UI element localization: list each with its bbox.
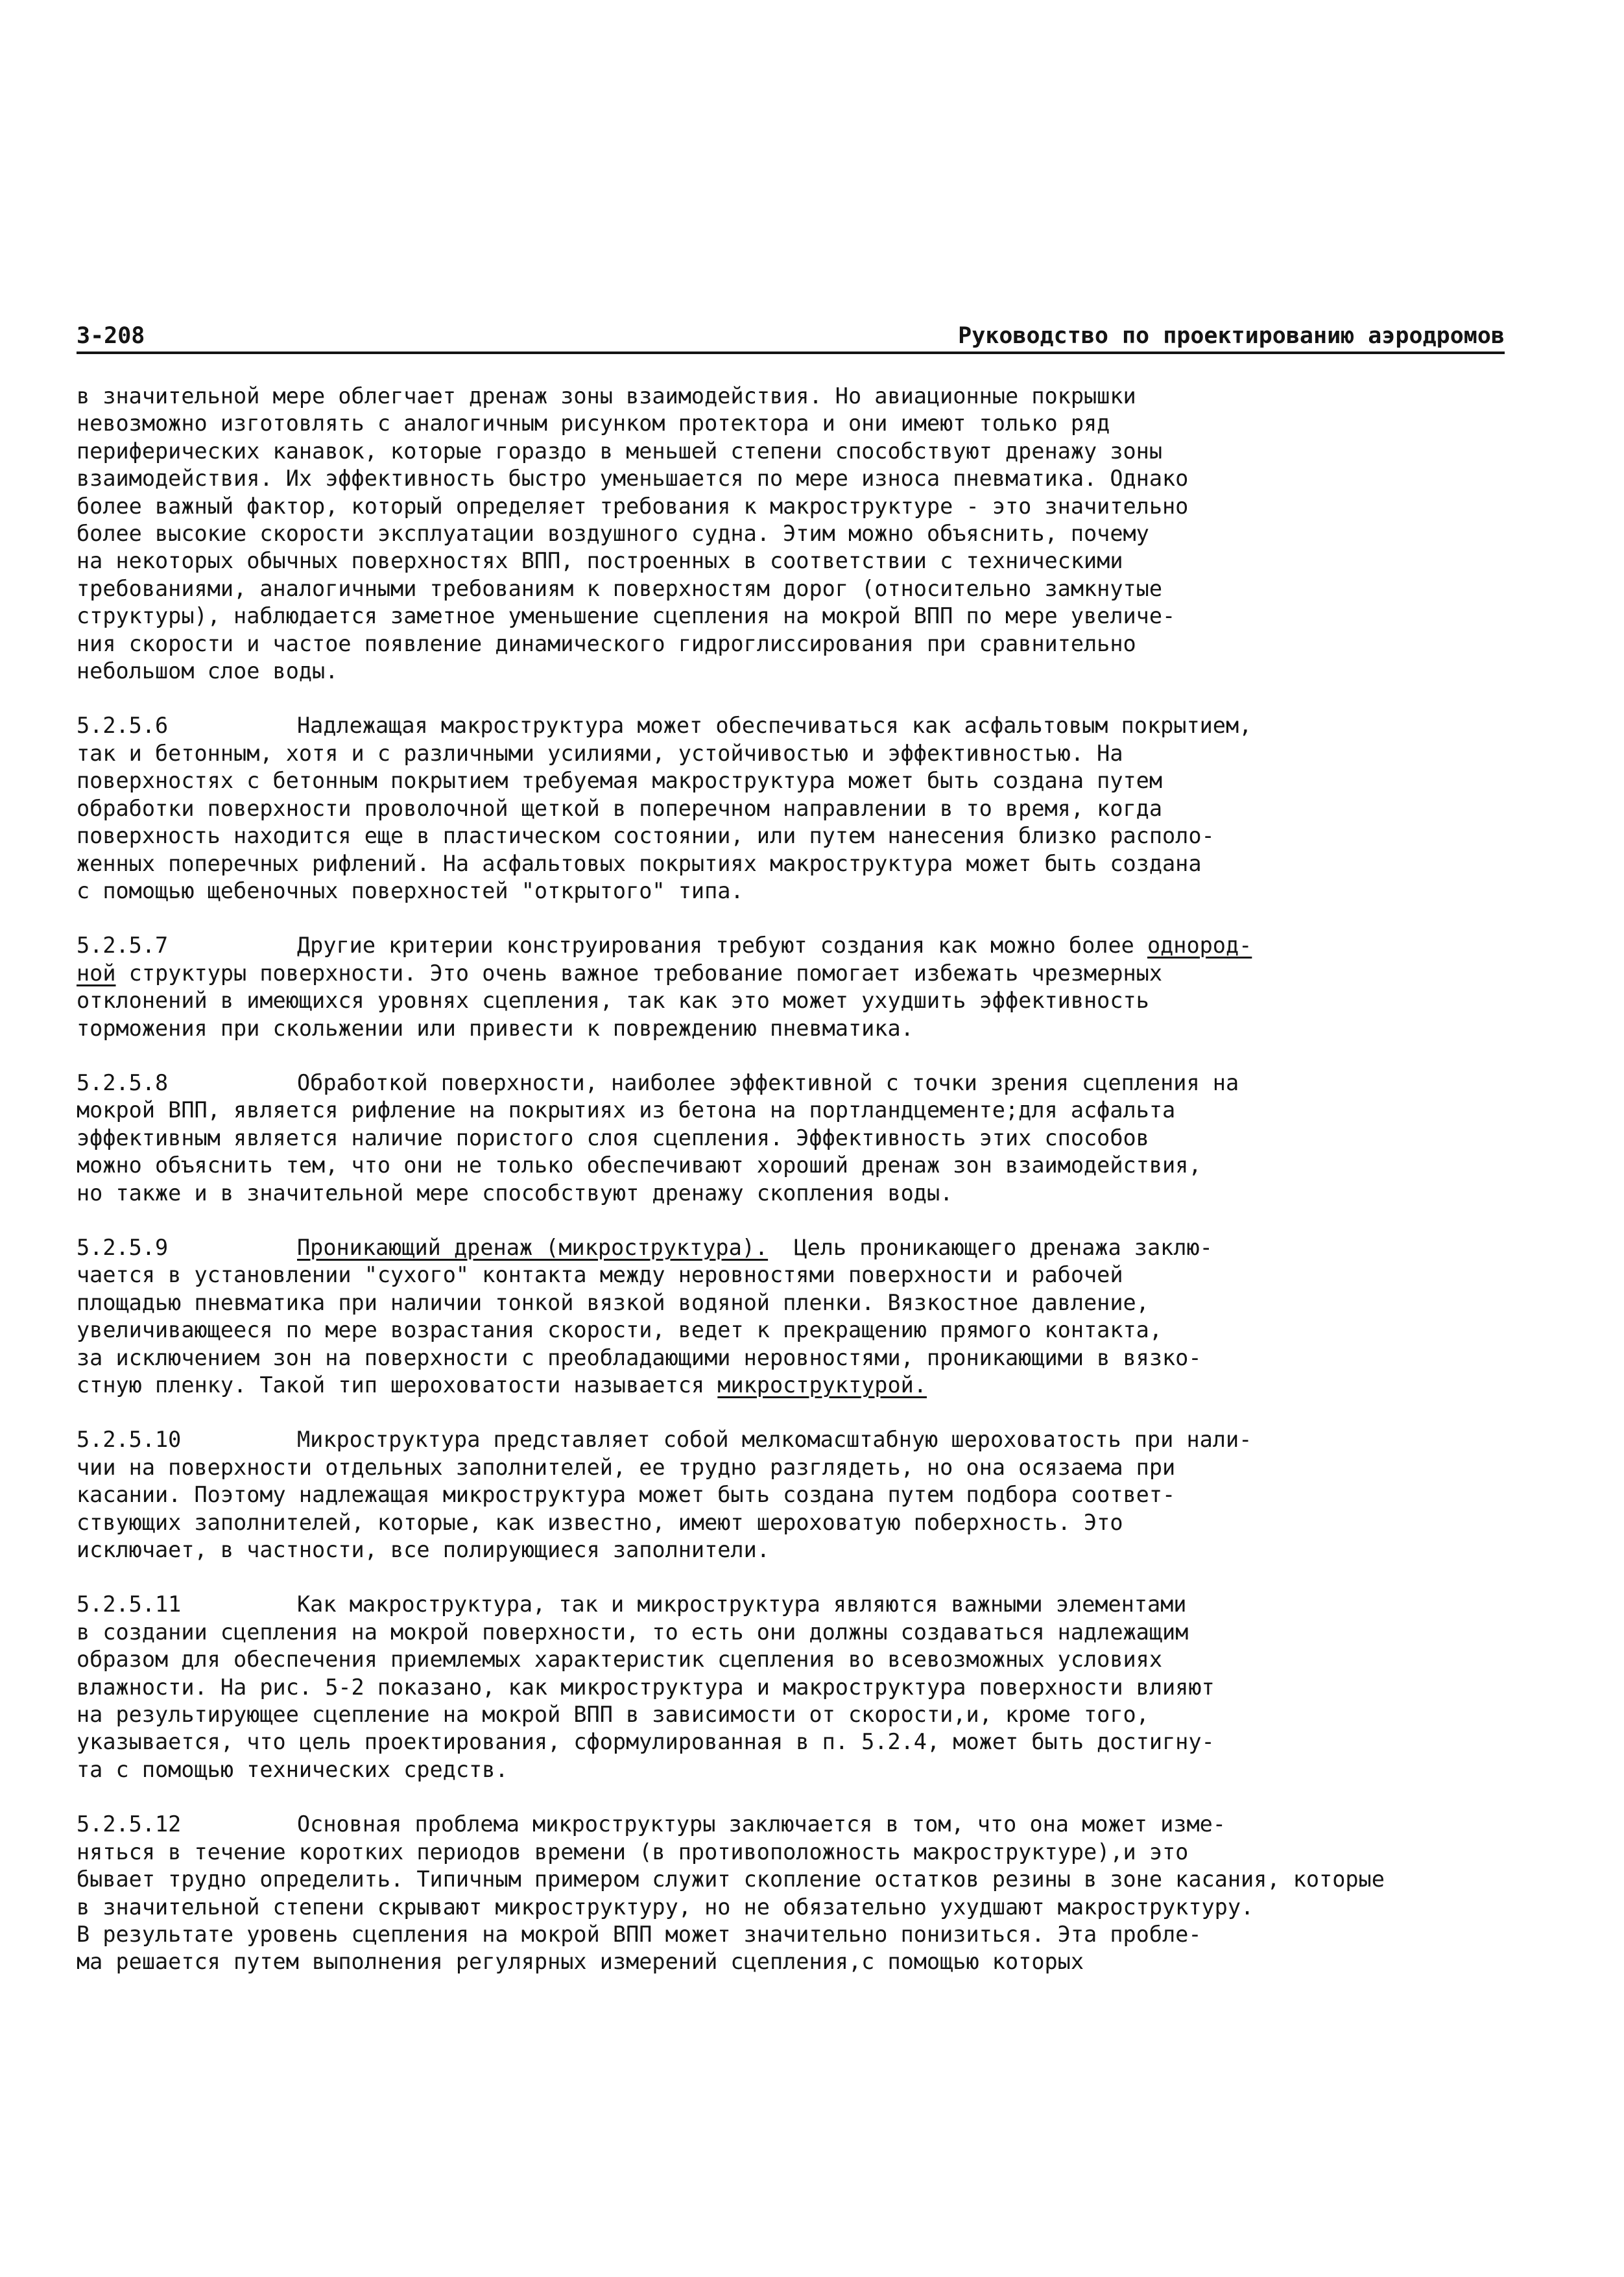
lead-paragraph: в значительной мере облегчает дренаж зоны взаимодействия. Но авиационные покрышки невозможно изготовлять с аналогичным рисунком протектора и они имеют только ряд периферических канавок, которые гораздо в меньшей степени способствуют дренажу зоны взаимодействия. Их эффективность быстро уменьшается по мере износа пневматика. Однако более важный фактор, который определяет требования к макроструктуре - это значительно более высокие скорости эксплуатации воздушного судна. Этим можно объяснить, почему на некоторых обычных поверхностях ВПП, построенных в соответствии с техническими требованиями, аналогичными требованиям к поверхностям дорог (относительно замкнутые структуры), наблюдается заметное уменьшение сцепления на мокрой ВПП по мере увеличе- ния скорости и частое появление динамического гидроглиссирования при сравнительно небольшом слое воды.: [77, 383, 1189, 684]
page-header: [77, 322, 1505, 354]
paragraph-5-2-5-7: [77, 932, 1536, 1042]
paragraph-5-2-5-9: [77, 1234, 1536, 1399]
emphasis-term-part-2: ной: [77, 960, 116, 986]
paragraph-text: няться в течение коротких периодов времени (в противоположность макроструктуре),и это бывает трудно определить. Типичным примером служит скопление остатков резины в зоне касания, которые в значительной степени скрывают микроструктуру, но не обязательно ухудшают макроструктуру. В результате уровень сцепления на мокрой ВПП может значительно понизиться. Эта пробле- ма решается путем выполнения регулярных измерений сцепления,с помощью которых: [77, 1839, 1385, 1975]
paragraph-text: мокрой ВПП, является рифление на покрытиях из бетона на портландцементе;для асфальта эффективным является наличие пористого слоя сцепления. Эффективность этих способов можно объяснить тем, что они не только обеспечивают хороший дренаж зон взаимодействия, но также и в значительной мере способствуют дренажу скопления воды.: [77, 1097, 1202, 1206]
defined-term: микроструктурой.: [717, 1372, 927, 1398]
paragraph-number: 5.2.5.11: [77, 1592, 182, 1617]
paragraph-number: 5.2.5.10: [77, 1427, 182, 1453]
paragraph-first-line: [297, 1234, 1536, 1261]
paragraph-body: чается в установлении "сухого" контакта между неровностями поверхности и рабочей площадью пневматика при наличии тонкой вязкой водяной пленки. Вязкостное давление, увеличивающееся по мере возрастания скорости, ведет к прекращению прямого контакта, за исключением зон на поверхности с преобладающими неровностями, проникающими в вязко- стную пленку. Такой тип шероховатости называется: [77, 1262, 1202, 1398]
paragraph-5-2-5-6: [77, 712, 1536, 905]
page-body: [77, 383, 1536, 2003]
paragraph-first-line: Основная проблема микроструктуры заключается в том, что она может изме-: [297, 1811, 1226, 1837]
paragraph-text: отклонений в имеющихся уровнях сцепления, так как это может ухудшить эффективность торможения при скольжении или привести к повреждению пневматика.: [77, 988, 1149, 1041]
first-line-text: Другие критерии конструирования требуют создания как можно более: [297, 933, 1147, 959]
paragraph-first-line: Микроструктура представляет собой мелкомасштабную шероховатость при нали-: [297, 1427, 1252, 1453]
paragraph-5-2-5-12: [77, 1811, 1536, 1975]
emphasis-term-part-1: однород-: [1147, 933, 1252, 959]
second-line-text: структуры поверхности. Это очень важное требование помогает избежать чрезмерных: [115, 960, 1163, 986]
paragraph-5-2-5-11: [77, 1591, 1536, 1783]
paragraph-first-line: Надлежащая макроструктура может обеспечиваться как асфальтовым покрытием,: [297, 713, 1252, 739]
page-number: 3-208: [77, 323, 145, 349]
paragraph-text: [77, 1261, 1536, 1399]
paragraph-second-line: [77, 960, 1536, 987]
paragraph-number: 5.2.5.8: [77, 1069, 169, 1095]
running-title: Руководство по проектированию аэродромов: [958, 323, 1505, 349]
paragraph-first-line: Как макроструктура, так и микроструктура являются важными элементами: [297, 1592, 1187, 1617]
paragraph-number: 5.2.5.7: [77, 933, 169, 959]
paragraph-number: 5.2.5.12: [77, 1811, 182, 1837]
paragraph-number: 5.2.5.6: [77, 713, 169, 739]
first-line-text: Цель проникающего дренажа заклю-: [768, 1234, 1213, 1260]
paragraph-heading: Проникающий дренаж (микроструктура).: [297, 1234, 769, 1260]
paragraph-text: чии на поверхности отдельных заполнителей, ее трудно разглядеть, но она осязаема при касании. Поэтому надлежащая микроструктура может быть создана путем подбора соответ- ствующих заполнителей, которые, как известно, имеют шероховатую поберхность. Это исключает, в частности, все полирующиеся заполнители.: [77, 1454, 1176, 1563]
paragraph-5-2-5-10: [77, 1426, 1536, 1564]
paragraph-text: в создании сцепления на мокрой поверхности, то есть они должны создаваться надлежащим образом для обеспечения приемлемых характеристик сцепления во всевозможных условиях влажности. На рис. 5-2 показано, как микроструктура и макроструктура поверхности влияют на результирующее сцепление на мокрой ВПП в зависимости от скорости,и, кроме того, указывается, что цель проектирования, сформулированная в п. 5.2.4, может быть достигну- та с помощью технических средств.: [77, 1619, 1215, 1782]
paragraph-number: 5.2.5.9: [77, 1234, 169, 1260]
paragraph-first-line: [297, 932, 1536, 959]
paragraph-first-line: Обработкой поверхности, наиболее эффективной с точки зрения сцепления на: [297, 1069, 1239, 1095]
paragraph-5-2-5-8: [77, 1069, 1536, 1207]
paragraph-text: так и бетонным, хотя и с различными усилиями, устойчивостью и эффективностью. На поверхностях с бетонным покрытием требуемая макроструктура может быть создана путем обработки поверхности проволочной щеткой в поперечном направлении в то время, когда поверхность находится еще в пластическом состоянии, или путем нанесения близко располо- женных поперечных рифлений. На асфальтовых покрытиях макроструктура может быть создана с помощью щебеночных поверхностей "открытого" типа.: [77, 740, 1215, 903]
